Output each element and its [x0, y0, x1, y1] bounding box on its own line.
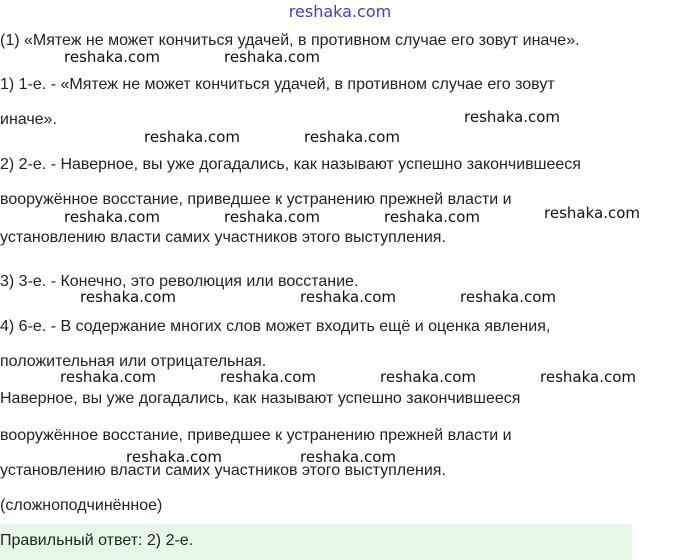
watermark: reshaka.com [126, 448, 222, 466]
watermark: reshaka.com [544, 204, 640, 222]
explanation-line-2: вооружённое восстание, приведшее к устранению прежней власти и [0, 427, 512, 444]
intro-line: (1) «Мятеж не может кончиться удачей, в противном случае его зовут иначе». [0, 32, 580, 49]
watermark: reshaka.com [460, 288, 556, 306]
watermark: reshaka.com [380, 368, 476, 386]
watermark: reshaka.com [464, 108, 560, 126]
option-2-line-3: установлению власти самих участников этого выступления. [0, 229, 446, 246]
watermark: reshaka.com [64, 208, 160, 226]
site-title[interactable]: reshaka.com [288, 2, 392, 21]
watermark: reshaka.com [220, 368, 316, 386]
option-1-line-1: 1) 1-е. - «Мятеж не может кончиться удачей, в противном случае его зовут [0, 76, 555, 93]
watermark: reshaka.com [64, 48, 160, 66]
option-2-line-2: вооружённое восстание, приведшее к устранению прежней власти и [0, 191, 512, 208]
watermark: reshaka.com [300, 448, 396, 466]
option-4-line-2: положительная или отрицательная. [0, 353, 267, 370]
watermark: reshaka.com [144, 128, 240, 146]
option-4-line-1: 4) 6-е. - В содержание многих слов может входить ещё и оценка явления, [0, 318, 551, 335]
answer-box [0, 524, 632, 560]
option-1-line-2: иначе». [0, 111, 57, 128]
watermark: reshaka.com [304, 128, 400, 146]
option-3-line: 3) 3-е. - Конечно, это революция или восстание. [0, 273, 359, 290]
watermark: reshaka.com [224, 208, 320, 226]
watermark: reshaka.com [300, 288, 396, 306]
watermark: reshaka.com [540, 368, 636, 386]
watermark: reshaka.com [384, 208, 480, 226]
watermark: reshaka.com [60, 368, 156, 386]
explanation-line-3: установлению власти самих участников этого выступления. [0, 462, 446, 479]
answer-text: Правильный ответ: 2) 2-е. [0, 532, 194, 549]
explanation-line-1: Наверное, вы уже догадались, как называют успешно закончившееся [0, 390, 521, 407]
sentence-type-line: (сложноподчинённое) [0, 497, 163, 514]
option-2-line-1: 2) 2-е. - Наверное, вы уже догадались, как называют успешно закончившееся [0, 156, 581, 173]
watermark: reshaka.com [224, 48, 320, 66]
watermark: reshaka.com [80, 288, 176, 306]
